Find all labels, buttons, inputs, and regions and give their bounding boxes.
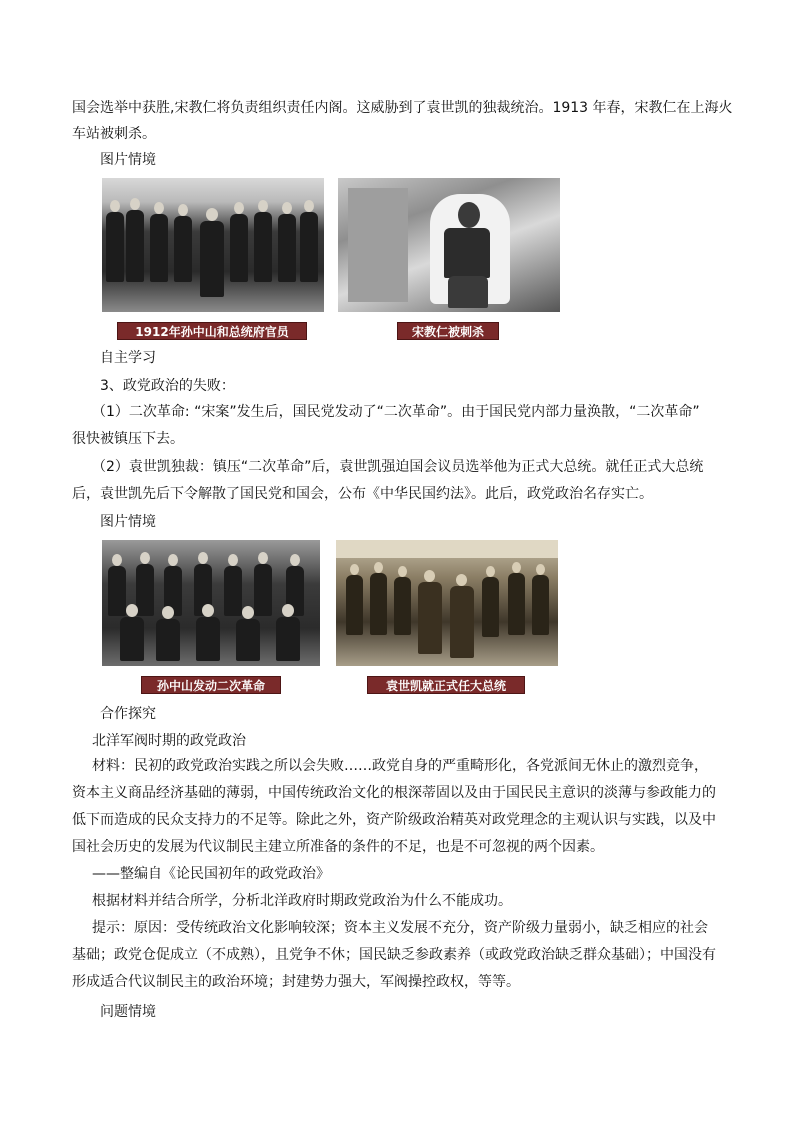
item-3-title: 3、政党政治的失败： <box>100 378 235 394</box>
photo-yuan-shikai-inauguration <box>336 540 558 666</box>
caption-song-jiaoren-assassinated: 宋教仁被刺杀 <box>397 322 499 340</box>
section-picture-context-1: 图片情境 <box>100 152 156 168</box>
photo-song-jiaoren <box>338 178 560 312</box>
hint-line-1: 提示：原因：受传统政治文化影响较深；资本主义发展不充分，资产阶级力量弱小，缺乏相应的社会 <box>92 920 708 936</box>
section-picture-context-2: 图片情境 <box>100 514 156 530</box>
intro-line-2: 车站被刺杀。 <box>72 126 156 142</box>
coop-topic: 北洋军阀时期的政党政治 <box>92 733 246 749</box>
material-line-3: 低下而造成的民众支持力的不足等。除此之外，资产阶级政治精英对政党理念的主观认识与实践，以及中 <box>72 812 716 828</box>
item-3-2-line-1: （2）袁世凯独裁：镇压“二次革命”后，袁世凯强迫国会议员选举他为正式大总统。就任正式大总统 <box>92 459 704 475</box>
caption-second-revolution: 孙中山发动二次革命 <box>141 676 281 694</box>
hint-line-2: 基础；政党仓促成立（不成熟），且党争不休；国民缺乏参政素养（或政党政治缺乏群众基础）；中国没有 <box>72 947 716 963</box>
material-source: ——整编自《论民国初年的政党政治》 <box>92 866 330 882</box>
section-self-study: 自主学习 <box>100 350 156 366</box>
material-line-1: 材料：民初的政党政治实践之所以会失败……政党自身的严重畸形化，各党派间无休止的激烈竞争， <box>92 758 708 774</box>
question: 根据材料并结合所学，分析北洋政府时期政党政治为什么不能成功。 <box>92 893 512 909</box>
material-line-4: 国社会历史的发展为代议制民主建立所准备的条件的不足，也是不可忽视的两个因素。 <box>72 839 604 855</box>
section-cooperative-inquiry: 合作探究 <box>100 706 156 722</box>
item-3-1-line-2: 很快被镇压下去。 <box>72 431 184 447</box>
item-3-1-line-1: （1）二次革命: “宋案”发生后，国民党发动了“二次革命”。由于国民党内部力量涣散，“二次革命” <box>92 404 700 420</box>
caption-sun-yatsen-officials: 1912年孙中山和总统府官员 <box>117 322 307 340</box>
caption-yuan-shikai-inauguration: 袁世凯就正式任大总统 <box>367 676 525 694</box>
hint-line-3: 形成适合代议制民主的政治环境；封建势力强大，军阀操控政权，等等。 <box>72 974 520 990</box>
photo-second-revolution <box>102 540 320 666</box>
photo-sun-yatsen-officials <box>102 178 324 312</box>
intro-line-1: 国会选举中获胜,宋教仁将负责组织责任内阁。这威胁到了袁世凯的独裁统治。1913 年春，宋教仁在上海火 <box>72 100 733 116</box>
section-problem-context: 问题情境 <box>100 1004 156 1020</box>
item-3-2-line-2: 后，袁世凯先后下令解散了国民党和国会，公布《中华民国约法》。此后，政党政治名存实亡。 <box>72 486 653 502</box>
material-line-2: 资本主义商品经济基础的薄弱，中国传统政治文化的根深蒂固以及由于国民民主意识的淡薄与参政能力的 <box>72 785 716 801</box>
